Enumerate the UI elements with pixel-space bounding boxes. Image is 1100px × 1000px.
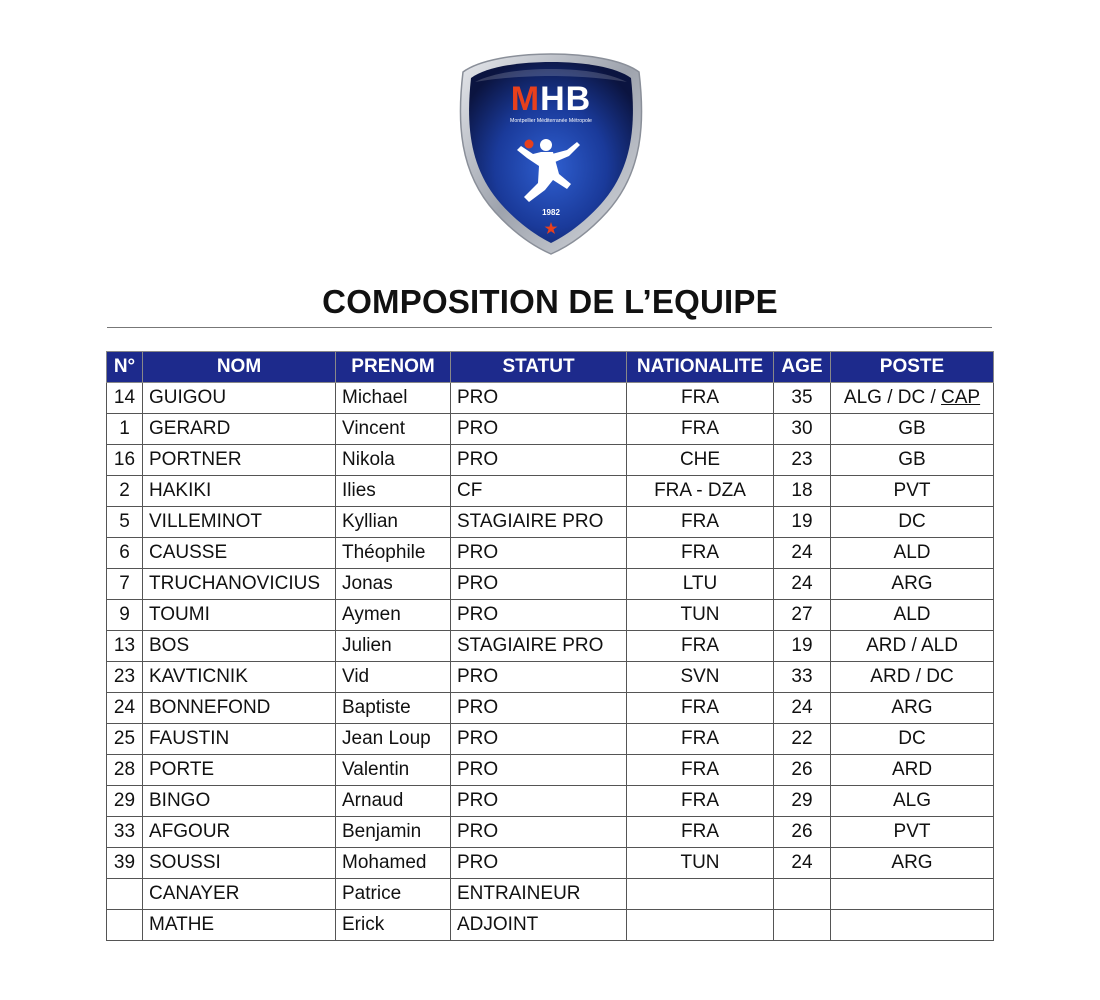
logo-year: 1982 [542,208,560,217]
poste-label: PVT [893,480,931,501]
table-row [107,755,994,786]
poste-label: ARG [891,697,933,718]
poste-label: PVT [893,821,931,842]
cell-statut: PRO [451,724,627,755]
cell-num: 29 [107,786,143,817]
cell-age: 19 [774,507,831,538]
cell-nom: GERARD [143,414,336,445]
cell-age: 27 [774,600,831,631]
cell-poste [831,476,994,507]
cell-statut: PRO [451,755,627,786]
cell-nationalite: TUN [627,848,774,879]
cell-prenom: Baptiste [336,693,451,724]
cell-prenom: Aymen [336,600,451,631]
cell-nationalite [627,910,774,941]
col-header-num: N° [107,352,143,383]
cell-statut: PRO [451,693,627,724]
poste-label: ALG / DC / [843,387,942,408]
cell-poste [831,445,994,476]
team-roster-table [106,351,994,941]
cell-nationalite: TUN [627,600,774,631]
cell-nationalite: CHE [627,445,774,476]
cell-statut: PRO [451,569,627,600]
cell-nom: VILLEMINOT [143,507,336,538]
cell-poste [831,786,994,817]
logo-tagline: Montpellier Méditerranée Métropole [510,118,592,124]
table-row [107,414,994,445]
cell-num: 23 [107,662,143,693]
cell-num: 16 [107,445,143,476]
cell-num: 14 [107,383,143,414]
cell-statut: ENTRAINEUR [451,879,627,910]
cell-nationalite: FRA [627,631,774,662]
cell-nom: MATHE [143,910,336,941]
cell-nationalite: FRA [627,414,774,445]
cell-prenom: Benjamin [336,817,451,848]
cell-nationalite: FRA [627,383,774,414]
page-title: COMPOSITION DE L’EQUIPE [322,283,778,320]
cell-prenom: Ilies [336,476,451,507]
table-row [107,848,994,879]
col-header-age: AGE [774,352,831,383]
poste-label: ARG [891,573,933,594]
cell-prenom: Michael [336,383,451,414]
poste-label: GB [898,418,926,439]
cell-statut: STAGIAIRE PRO [451,631,627,662]
cell-poste [831,817,994,848]
cell-num: 9 [107,600,143,631]
cell-nom: CAUSSE [143,538,336,569]
cell-num: 7 [107,569,143,600]
cell-age: 30 [774,414,831,445]
cell-num: 24 [107,693,143,724]
table-row [107,786,994,817]
table-row [107,507,994,538]
cell-nationalite: FRA [627,755,774,786]
cell-poste [831,383,994,414]
cell-statut: PRO [451,538,627,569]
cell-nom: PORTNER [143,445,336,476]
cell-nationalite: FRA [627,538,774,569]
poste-label: ALD [893,542,931,563]
table-row [107,693,994,724]
cell-age: 33 [774,662,831,693]
cell-poste [831,693,994,724]
cell-num: 5 [107,507,143,538]
table-row [107,631,994,662]
cell-statut: PRO [451,662,627,693]
cell-poste [831,631,994,662]
cell-prenom: Arnaud [336,786,451,817]
cell-age: 24 [774,848,831,879]
cell-poste [831,414,994,445]
cell-nom: BONNEFOND [143,693,336,724]
cell-age: 29 [774,786,831,817]
table-row [107,724,994,755]
cell-num: 33 [107,817,143,848]
cell-prenom: Jean Loup [336,724,451,755]
cell-poste [831,910,994,941]
cell-nom: TRUCHANOVICIUS [143,569,336,600]
cell-nom: BOS [143,631,336,662]
cell-age: 35 [774,383,831,414]
cell-poste [831,662,994,693]
cell-prenom: Julien [336,631,451,662]
table-row [107,383,994,414]
cell-nationalite: FRA [627,724,774,755]
cell-age [774,879,831,910]
cell-nationalite: SVN [627,662,774,693]
poste-label: DC [898,728,926,749]
cell-prenom: Valentin [336,755,451,786]
poste-label: ARG [891,852,933,873]
cell-nom: PORTE [143,755,336,786]
cell-age: 23 [774,445,831,476]
cell-statut: CF [451,476,627,507]
cell-statut: PRO [451,414,627,445]
cell-nom: AFGOUR [143,817,336,848]
cell-poste [831,538,994,569]
cell-nom: SOUSSI [143,848,336,879]
mhb-logo [455,52,647,256]
cell-poste [831,755,994,786]
cell-statut: PRO [451,786,627,817]
cell-nom: FAUSTIN [143,724,336,755]
poste-label: ALD [893,604,931,625]
col-header-nationalite: NATIONALITE [627,352,774,383]
cell-num: 13 [107,631,143,662]
cell-num [107,879,143,910]
logo-initials: MHB [510,80,592,118]
cell-statut: ADJOINT [451,910,627,941]
cell-nationalite: FRA [627,786,774,817]
cell-nom: HAKIKI [143,476,336,507]
poste-label: ARD / ALD [866,635,958,656]
poste-label: GB [898,449,926,470]
cell-age: 24 [774,693,831,724]
cell-statut: STAGIAIRE PRO [451,507,627,538]
cell-statut: PRO [451,445,627,476]
col-header-statut: STATUT [451,352,627,383]
cell-prenom: Vincent [336,414,451,445]
cell-statut: PRO [451,817,627,848]
cell-num: 1 [107,414,143,445]
roster-body [107,383,994,941]
cell-num: 25 [107,724,143,755]
cell-poste [831,569,994,600]
cell-poste [831,724,994,755]
table-row [107,879,994,910]
table-row [107,445,994,476]
cell-statut: PRO [451,848,627,879]
table-row [107,476,994,507]
table-row [107,662,994,693]
cell-prenom: Erick [336,910,451,941]
captain-marker: CAP [941,387,981,408]
cell-num: 39 [107,848,143,879]
cell-statut: PRO [451,383,627,414]
table-row [107,569,994,600]
cell-prenom: Théophile [336,538,451,569]
cell-age: 26 [774,817,831,848]
cell-nom: CANAYER [143,879,336,910]
poste-label: ALG [892,790,932,811]
col-header-nom: NOM [143,352,336,383]
cell-age: 24 [774,569,831,600]
col-header-prenom: PRENOM [336,352,451,383]
cell-prenom: Patrice [336,879,451,910]
cell-age [774,910,831,941]
table-row [107,910,994,941]
cell-nom: BINGO [143,786,336,817]
cell-age: 19 [774,631,831,662]
cell-nationalite: FRA [627,817,774,848]
cell-age: 22 [774,724,831,755]
cell-nationalite: FRA [627,507,774,538]
poste-label: ARD / DC [870,666,954,687]
cell-poste [831,600,994,631]
cell-age: 24 [774,538,831,569]
cell-nationalite [627,879,774,910]
poste-label: DC [898,511,926,532]
table-row [107,600,994,631]
poste-label: ARD [891,759,933,780]
cell-age: 26 [774,755,831,786]
title-divider [107,327,992,328]
cell-poste [831,507,994,538]
cell-prenom: Kyllian [336,507,451,538]
cell-statut: PRO [451,600,627,631]
cell-num: 6 [107,538,143,569]
cell-nom: KAVTICNIK [143,662,336,693]
cell-nationalite: FRA - DZA [627,476,774,507]
cell-prenom: Mohamed [336,848,451,879]
cell-num: 2 [107,476,143,507]
cell-prenom: Jonas [336,569,451,600]
col-header-poste: POSTE [831,352,994,383]
cell-poste [831,848,994,879]
cell-prenom: Nikola [336,445,451,476]
cell-nationalite: LTU [627,569,774,600]
cell-age: 18 [774,476,831,507]
table-header-row [107,352,994,383]
cell-poste [831,879,994,910]
cell-nationalite: FRA [627,693,774,724]
cell-num [107,910,143,941]
table-row [107,538,994,569]
cell-prenom: Vid [336,662,451,693]
cell-num: 28 [107,755,143,786]
table-row [107,817,994,848]
cell-nom: GUIGOU [143,383,336,414]
cell-nom: TOUMI [143,600,336,631]
